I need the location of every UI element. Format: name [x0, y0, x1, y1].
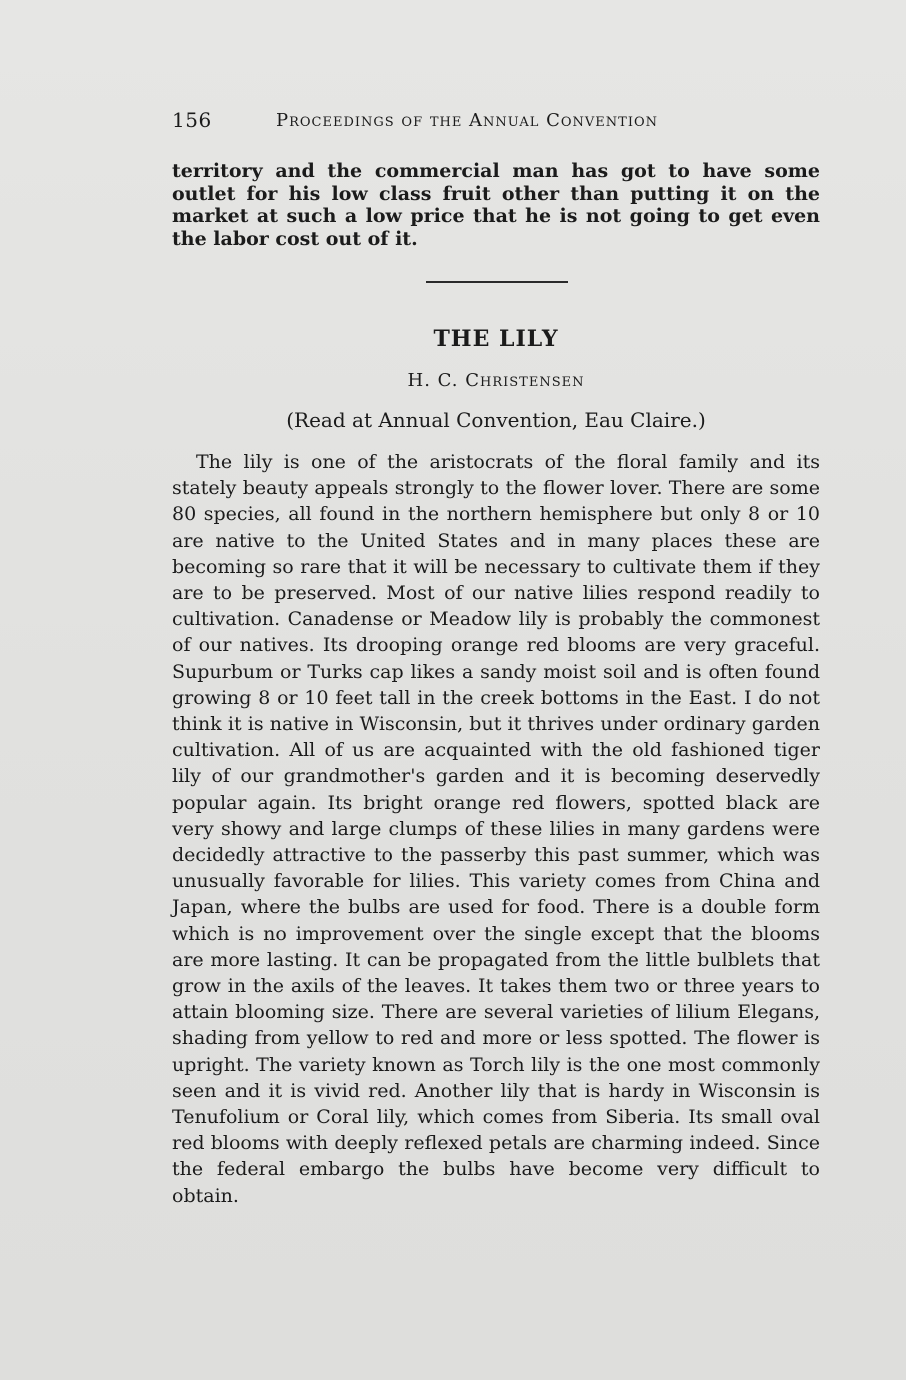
body-paragraph: The lily is one of the aristocrats of the floral family and its stately beauty appeals strongly to the flower lover. There are some 80 species, all found in the northern hemisphere but only 8 or 10 are native to the United States and in many places these are becoming so rare that it will be necessary to cultivate them if they are to be preserved. Most of our native lilies respond readily to cultivation. Canadense or Meadow lily is probably the commonest of our natives. Its drooping orange red blooms are very graceful. Supurbum or Turks cap likes a sandy moist soil and is often found growing 8 or 10 feet tall in the creek bottoms in the East. I do not think it is native in Wisconsin, but it thrives under ordinary garden cultivation. All of us are acquainted with the old fashioned tiger lily of our grandmother's garden and it is becoming deservedly popular again. Its bright orange red flowers, spotted black are very showy and large clumps of these lilies in many gardens were decidedly attractive to the passerby this past summer, which was unusually favorable for lilies. This variety comes from China and Japan, where the bulbs are used for food. There is a double form which is no improvement over the single except that the blooms are more lasting. It can be propagated from the little bulblets that grow in the axils of the leaves. It takes them two or three years to attain blooming size. There are several varieties of lilium Elegans, shading from yellow to red and more or less spotted. The flower is upright. The variety known as Torch lily is the one most commonly seen and it is vivid red. Another lily that is hardy in Wisconsin is Tenufolium or Coral lily, which comes from Siberia. Its small oval red blooms with deeply reflexed petals are charming indeed. Since the federal embargo the bulbs have become very difficult to obtain. [172, 451, 820, 1207]
page-header [172, 108, 820, 138]
article-author: H. C. Christensen [407, 370, 585, 391]
running-head: Proceedings of the Annual Convention [276, 110, 658, 131]
article-body [172, 449, 820, 1209]
continued-text: territory and the commercial man has got to have some outlet for his low class fruit other than putting it on the market at such a low price that he is not going to get even the labor cost out of it. [172, 160, 820, 250]
page-number: 156 [172, 108, 212, 132]
continued-paragraph [172, 160, 820, 250]
article-title: THE LILY [433, 326, 559, 352]
article-subtitle: (Read at Annual Convention, Eau Claire.) [286, 408, 706, 432]
section-divider [426, 281, 568, 283]
